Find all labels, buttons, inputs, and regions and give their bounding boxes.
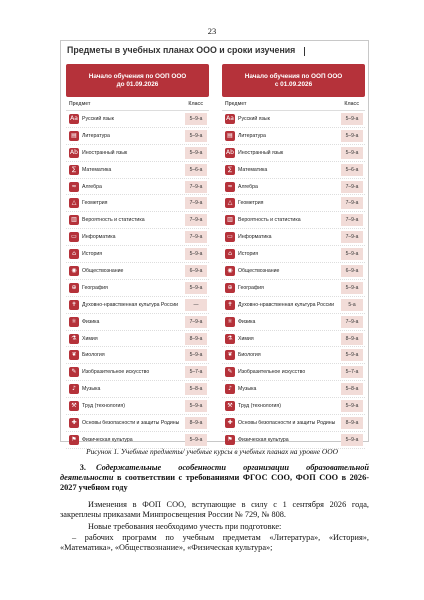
subject-name: Химия: [238, 335, 254, 342]
grade-range: 6–9-а: [341, 265, 363, 277]
grade-range: 7–9-а: [341, 214, 363, 226]
grade-range: 5–9-а: [185, 400, 207, 412]
grade-range: 5–6-а: [341, 164, 363, 176]
subject-name: Биология: [238, 352, 261, 359]
subject-row: [222, 364, 365, 381]
subject-icon: ⚒: [225, 401, 235, 411]
grade-range: 5–9-а: [341, 434, 363, 446]
subject-name: Физика: [82, 318, 100, 325]
subject-icon: △: [225, 198, 235, 208]
grade-range: 5–9-а: [185, 130, 207, 142]
subject-icon: ⚑: [225, 435, 235, 445]
subject-row: [222, 145, 365, 162]
subject-row: [222, 246, 365, 263]
subject-icon: ≈: [69, 182, 79, 192]
subject-icon: ✎: [225, 367, 235, 377]
section-title-part1: Содержательные особенности организации образовательной деятельности: [60, 463, 369, 483]
subject-row: [222, 398, 365, 415]
subject-row: [222, 162, 365, 179]
subject-row: [222, 280, 365, 297]
grade-range: 5–9-а: [185, 349, 207, 361]
grade-range: 8–9-а: [341, 417, 363, 429]
subject-name: Иностранный язык: [238, 149, 284, 156]
subject-name: Обществознание: [238, 267, 280, 274]
grade-range: 7–9-а: [341, 316, 363, 328]
subject-row: [66, 314, 209, 331]
subject-row: [66, 297, 209, 314]
subject-name: Русский язык: [82, 115, 114, 122]
subject-row: [66, 331, 209, 348]
grade-range: 7–9-а: [185, 231, 207, 243]
section-heading: [60, 463, 369, 494]
subject-icon: ♪: [69, 384, 79, 394]
subject-icon: ⚒: [69, 401, 79, 411]
subject-row: [222, 229, 365, 246]
grade-range: 8–9-а: [185, 333, 207, 345]
grade-range: 5–9-а: [341, 400, 363, 412]
section-number: 3.: [79, 463, 86, 472]
subject-icon: ❦: [69, 350, 79, 360]
subject-name: Информатика: [238, 234, 272, 241]
subject-name: Литература: [82, 132, 110, 139]
subject-name: Музыка: [238, 386, 257, 393]
grade-range: —: [185, 299, 207, 311]
subject-name: Геометрия: [82, 200, 108, 207]
left-subheader: [66, 97, 209, 111]
subject-row: [222, 415, 365, 432]
subject-icon: ⊕: [69, 283, 79, 293]
subject-row: [222, 179, 365, 196]
subject-name: Информатика: [82, 234, 116, 241]
subject-icon: Аа: [226, 114, 234, 122]
subject-icon: Аа: [70, 114, 78, 122]
subject-icon: ❦: [225, 350, 235, 360]
subject-row: [66, 179, 209, 196]
subject-row: [222, 297, 365, 314]
subject-name: История: [82, 251, 103, 258]
subject-icon: ▤: [225, 131, 235, 141]
subject-name: Вероятность и статистика: [238, 217, 301, 224]
subject-name: Вероятность и статистика: [82, 217, 145, 224]
subject-icon: ⚛: [69, 317, 79, 327]
subject-icon: ✝: [69, 300, 79, 310]
subject-name: Физическая культура: [82, 436, 133, 443]
subject-name: Основы безопасности и защиты Родины: [238, 419, 336, 426]
grade-range: 5–7-а: [185, 366, 207, 378]
subject-icon: ▥: [225, 215, 235, 225]
subject-name: Основы безопасности и защиты Родины: [82, 419, 180, 426]
subject-name: Изобразительное искусство: [82, 369, 150, 376]
subject-name: Биология: [82, 352, 105, 359]
subject-icon: Ab: [70, 148, 78, 156]
subject-name: Обществознание: [82, 267, 124, 274]
subject-icon: ⚗: [69, 334, 79, 344]
subject-row: [66, 398, 209, 415]
figure-caption: Рисунок 1. Учебные предметы/ учебные курсы в учебных планах на уровне ООО: [86, 447, 338, 456]
subject-name: Русский язык: [238, 115, 270, 122]
subject-row: [66, 263, 209, 280]
grade-range: 5–9-а: [341, 113, 363, 125]
grade-range: 8–9-а: [341, 333, 363, 345]
subject-icon: Ab: [226, 148, 234, 156]
subject-name: История: [238, 251, 259, 258]
subject-row: [222, 128, 365, 145]
left-subject-col: Предмет: [69, 100, 91, 107]
subject-name: Духовно-нравственная культура России: [82, 301, 179, 308]
subject-icon: ∑: [225, 165, 235, 175]
grade-range: 7–9-а: [185, 197, 207, 209]
subject-name: География: [82, 284, 108, 291]
paragraph-2: Новые требования необходимо учесть при подготовке:: [88, 522, 282, 531]
subject-name: Алгебра: [82, 183, 102, 190]
left-grade-col: Класс: [188, 100, 203, 107]
right-subheader: [222, 97, 365, 111]
paragraph-3: – рабочих программ по учебным предметам «Литература», «История», «Математика», «Обществознание», «Физическая культура»;: [60, 533, 369, 553]
text-cursor: [304, 47, 305, 56]
left-header-line1: Начало обучения по ООП ООО: [88, 72, 187, 80]
subject-row: [222, 212, 365, 229]
subject-icon: ✝: [225, 300, 235, 310]
subject-row: [66, 111, 209, 128]
subject-icon: ▭: [225, 232, 235, 242]
subject-name: Химия: [82, 335, 98, 342]
subject-name: Музыка: [82, 386, 101, 393]
grade-range: 5–9-а: [341, 147, 363, 159]
subject-row: [66, 280, 209, 297]
subject-row: [222, 331, 365, 348]
subject-icon: ⚛: [225, 317, 235, 327]
figure-title: Предметы в учебных планах ООО и сроки изучения: [67, 45, 296, 55]
subject-row: [222, 347, 365, 364]
grade-range: 5–6-а: [185, 164, 207, 176]
subject-row: [66, 212, 209, 229]
subject-name: Физическая культура: [238, 436, 289, 443]
subject-name: Математика: [82, 166, 112, 173]
grade-range: 7–9-а: [341, 181, 363, 193]
grade-range: 5–9-а: [185, 434, 207, 446]
subject-row: [222, 263, 365, 280]
right-rows: [222, 111, 365, 449]
paragraph-1: Изменения в ФОП СОО, вступающие в силу с 1 сентября 2026 года, закреплены приказами Минпросвещения России № 729, № 808.: [60, 500, 369, 520]
subject-name: Труд (технология): [82, 403, 125, 410]
grade-range: 5–8-а: [185, 383, 207, 395]
subject-row: [222, 381, 365, 398]
subject-icon: ≈: [225, 182, 235, 192]
subject-row: [66, 246, 209, 263]
subject-row: [66, 145, 209, 162]
subject-icon: ✚: [225, 418, 235, 428]
subject-name: Физика: [238, 318, 256, 325]
subjects-figure: [60, 40, 369, 442]
subject-row: [66, 229, 209, 246]
subject-icon: ✚: [69, 418, 79, 428]
subject-name: Духовно-нравственная культура России: [238, 301, 335, 308]
right-column: [222, 64, 365, 449]
subject-icon: ⚑: [69, 435, 79, 445]
subject-icon: ⚗: [225, 334, 235, 344]
grade-range: 5–9-а: [341, 130, 363, 142]
right-column-header: [222, 64, 365, 97]
grade-range: 8–9-а: [185, 417, 207, 429]
grade-range: 5–9-а: [185, 282, 207, 294]
subject-icon: ⊕: [225, 283, 235, 293]
subject-name: Литература: [238, 132, 266, 139]
subject-name: География: [238, 284, 264, 291]
left-column-header: [66, 64, 209, 97]
grade-range: 5–9-а: [185, 248, 207, 260]
subject-icon: ⌂: [69, 249, 79, 259]
subject-icon: ▤: [69, 131, 79, 141]
grade-range: 5–9-а: [341, 282, 363, 294]
right-grade-col: Класс: [344, 100, 359, 107]
grade-range: 5–9-а: [341, 349, 363, 361]
grade-range: 5–9-а: [185, 147, 207, 159]
subject-name: Алгебра: [238, 183, 258, 190]
subject-name: Геометрия: [238, 200, 264, 207]
subject-icon: ◉: [225, 266, 235, 276]
left-rows: [66, 111, 209, 449]
right-subject-col: Предмет: [225, 100, 247, 107]
grade-range: 7–9-а: [341, 197, 363, 209]
grade-range: 7–9-а: [341, 231, 363, 243]
subject-icon: ◉: [69, 266, 79, 276]
subject-row: [66, 364, 209, 381]
grade-range: 7–9-а: [185, 316, 207, 328]
grade-range: 5–7-а: [341, 366, 363, 378]
subject-row: [222, 111, 365, 128]
subject-name: Иностранный язык: [82, 149, 128, 156]
subject-row: [222, 195, 365, 212]
grade-range: 5–9-а: [185, 113, 207, 125]
page-number: 23: [207, 26, 217, 36]
grade-range: 6–9-а: [185, 265, 207, 277]
section-title-part2: в соответствии с требованиями ФГОС СОО, ФОП СОО в 2026-2027 учебном году: [60, 473, 369, 493]
subject-icon: ♪: [225, 384, 235, 394]
subject-icon: ∑: [69, 165, 79, 175]
grade-range: 5-а: [341, 299, 363, 311]
grade-range: 5–8-а: [341, 383, 363, 395]
subject-row: [222, 314, 365, 331]
subject-icon: ▭: [69, 232, 79, 242]
subject-name: Математика: [238, 166, 268, 173]
subject-row: [66, 381, 209, 398]
subject-icon: ⌂: [225, 249, 235, 259]
grade-range: 7–9-а: [185, 181, 207, 193]
subject-icon: ▥: [69, 215, 79, 225]
subject-row: [66, 347, 209, 364]
subject-row: [66, 415, 209, 432]
right-header-line2: с 01.09.2026: [274, 80, 313, 88]
subject-row: [66, 195, 209, 212]
left-column: [66, 64, 209, 449]
grade-range: 7–9-а: [185, 214, 207, 226]
subject-name: Изобразительное искусство: [238, 369, 306, 376]
subject-icon: ✎: [69, 367, 79, 377]
grade-range: 5–9-а: [341, 248, 363, 260]
subject-icon: △: [69, 198, 79, 208]
subject-name: Труд (технология): [238, 403, 281, 410]
subject-row: [66, 162, 209, 179]
right-header-line1: Начало обучения по ООП ООО: [244, 72, 343, 80]
subject-row: [66, 128, 209, 145]
left-header-line2: до 01.09.2026: [116, 80, 159, 88]
